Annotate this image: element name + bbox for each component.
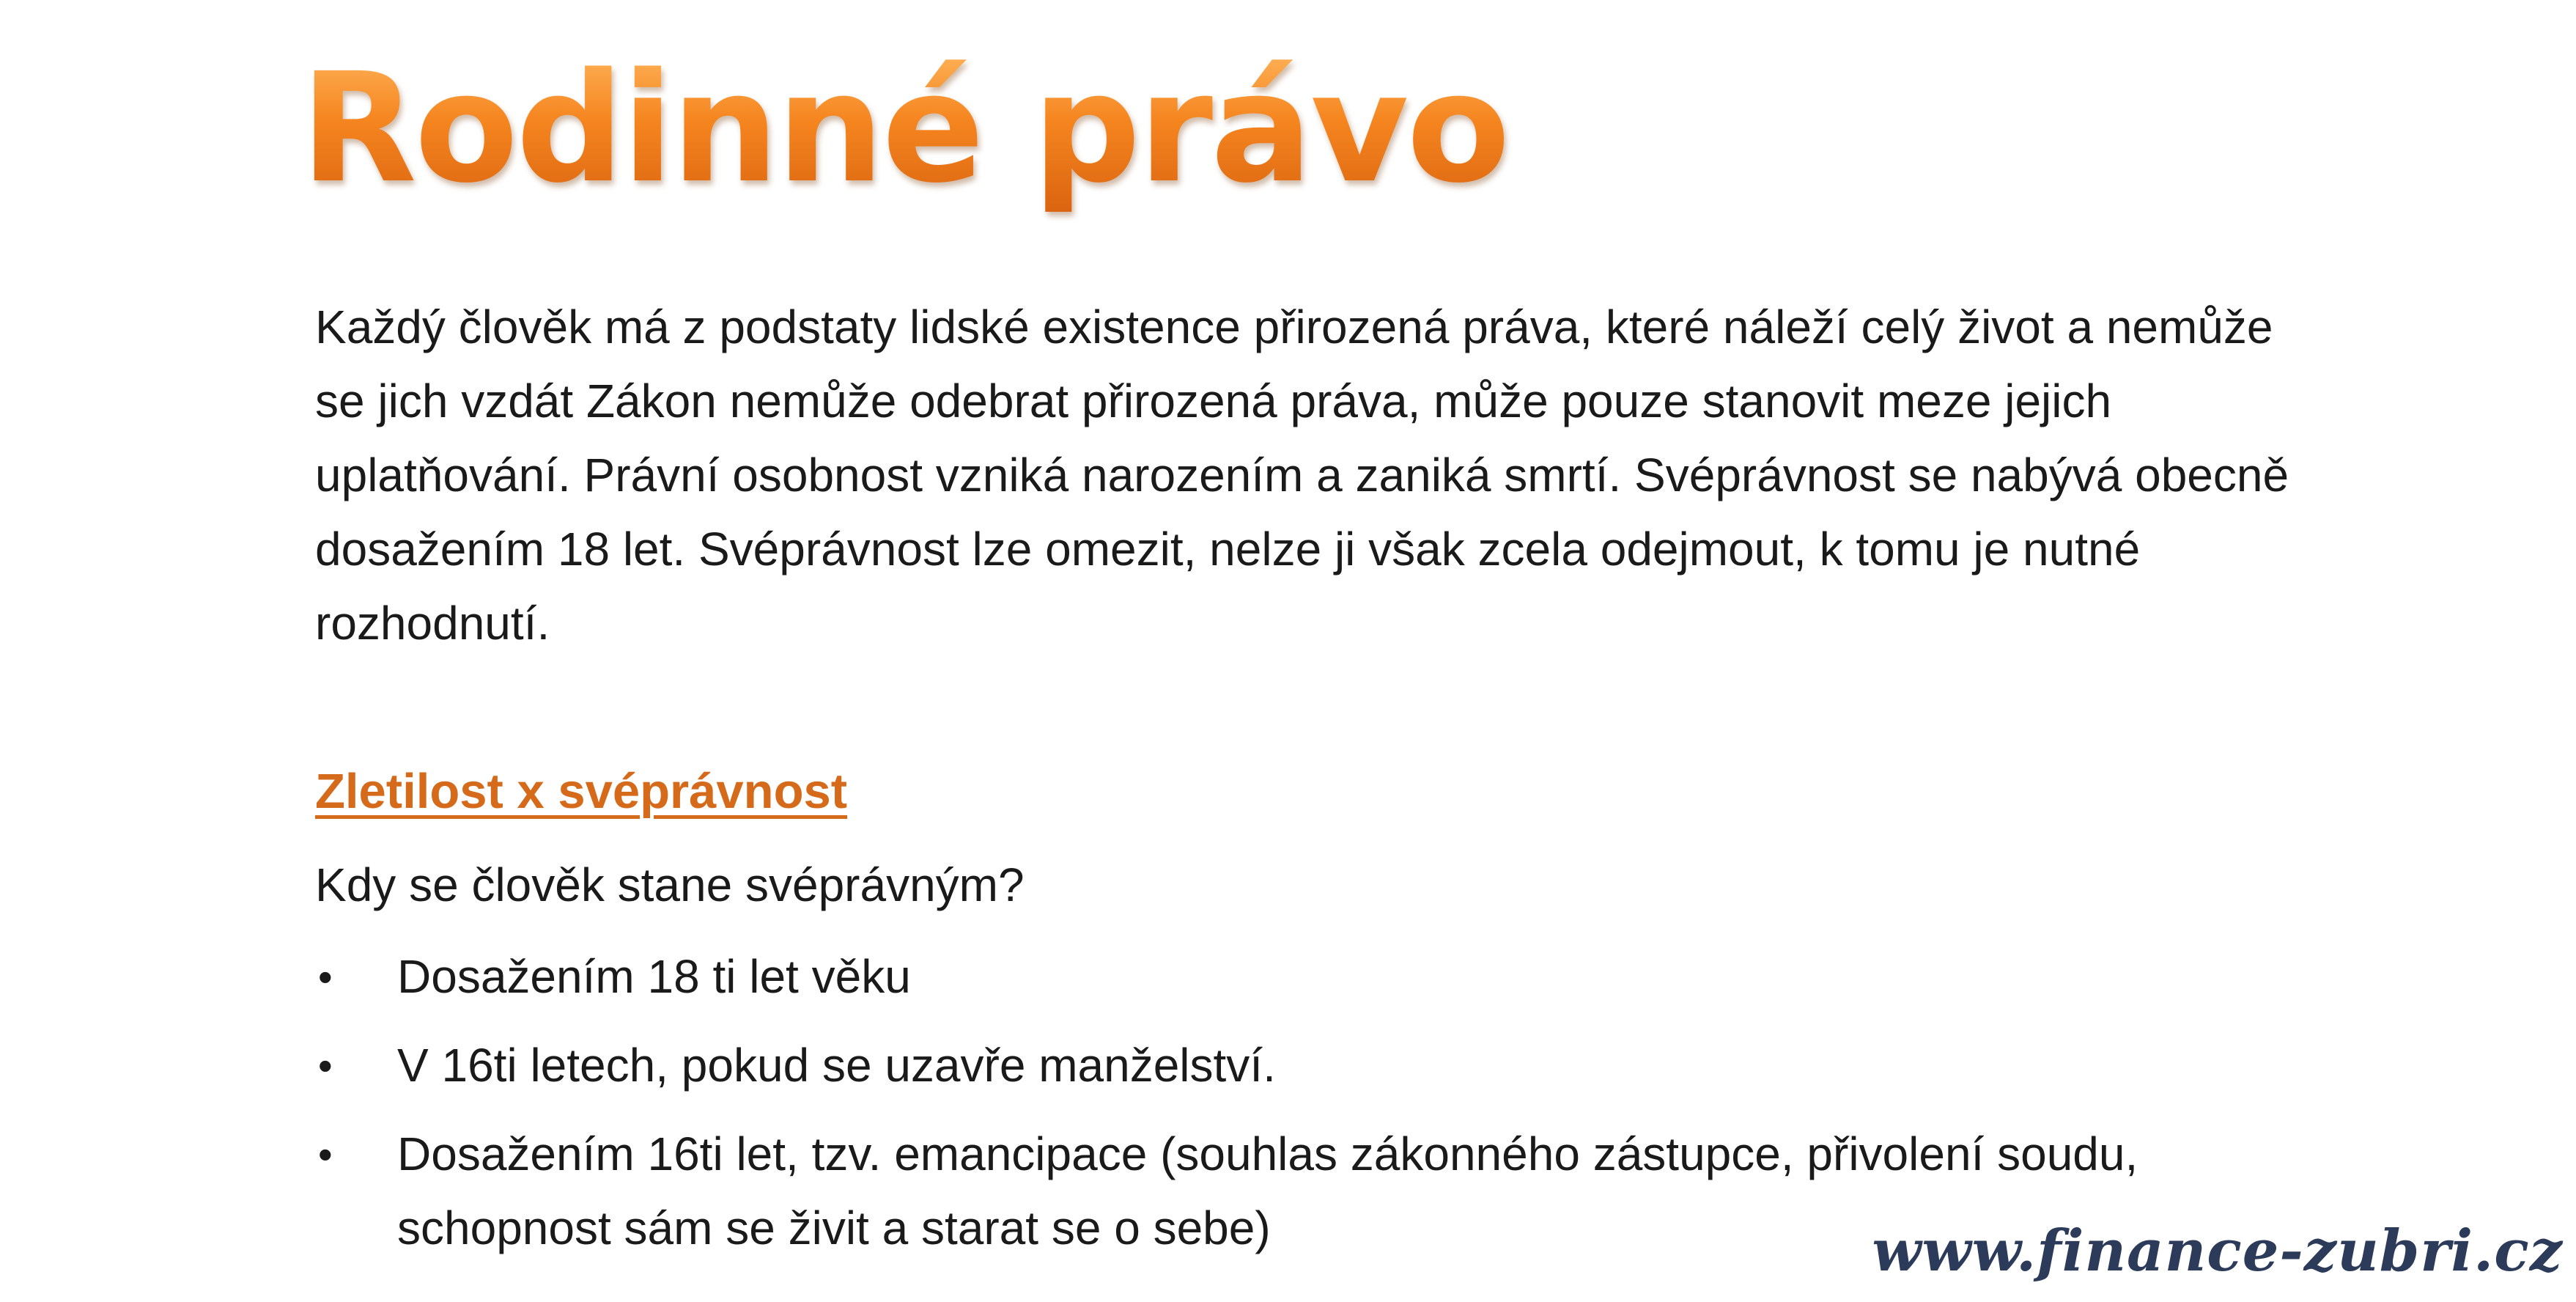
intro-paragraph: Každý člověk má z podstaty lidské existence přirozená práva, které náleží celý život a nemůže se jich vzdát Zákon nemůže odebrat přirozená práva, může pouze stanovit meze jejich uplatňování. Právní osobnost vzniká narozením a zaniká smrtí. Svéprávnost se nabývá obecně dosažením 18 let. Svéprávnost lze omezit, nelze ji však zcela odejmout, k tomu je nutné rozhodnutí. (315, 301, 2289, 650)
bullet-icon: • (318, 1131, 333, 1177)
list-item-text: Dosažením 18 ti let věku (397, 950, 911, 1003)
slide-title: Rodinné právo (300, 40, 1508, 216)
list-item (315, 1029, 2257, 1103)
section-question: Kdy se člověk stane svéprávným? (315, 858, 1025, 911)
list-item-text: V 16ti letech, pokud se uzavře manželství. (397, 1039, 1276, 1092)
bullet-icon: • (318, 954, 333, 1000)
watermark-url: www.finance-zubri.cz (1872, 1218, 2563, 1284)
list-item (315, 940, 2257, 1014)
section-heading: Zletilost x svéprávnost (315, 764, 848, 819)
bullet-icon: • (318, 1042, 333, 1089)
list-item-text: Dosažením 16ti let, tzv. emancipace (souhlas zákonného zástupce, přivolení soudu, schopnost sám se živit a starat se o sebe) (397, 1128, 2138, 1254)
